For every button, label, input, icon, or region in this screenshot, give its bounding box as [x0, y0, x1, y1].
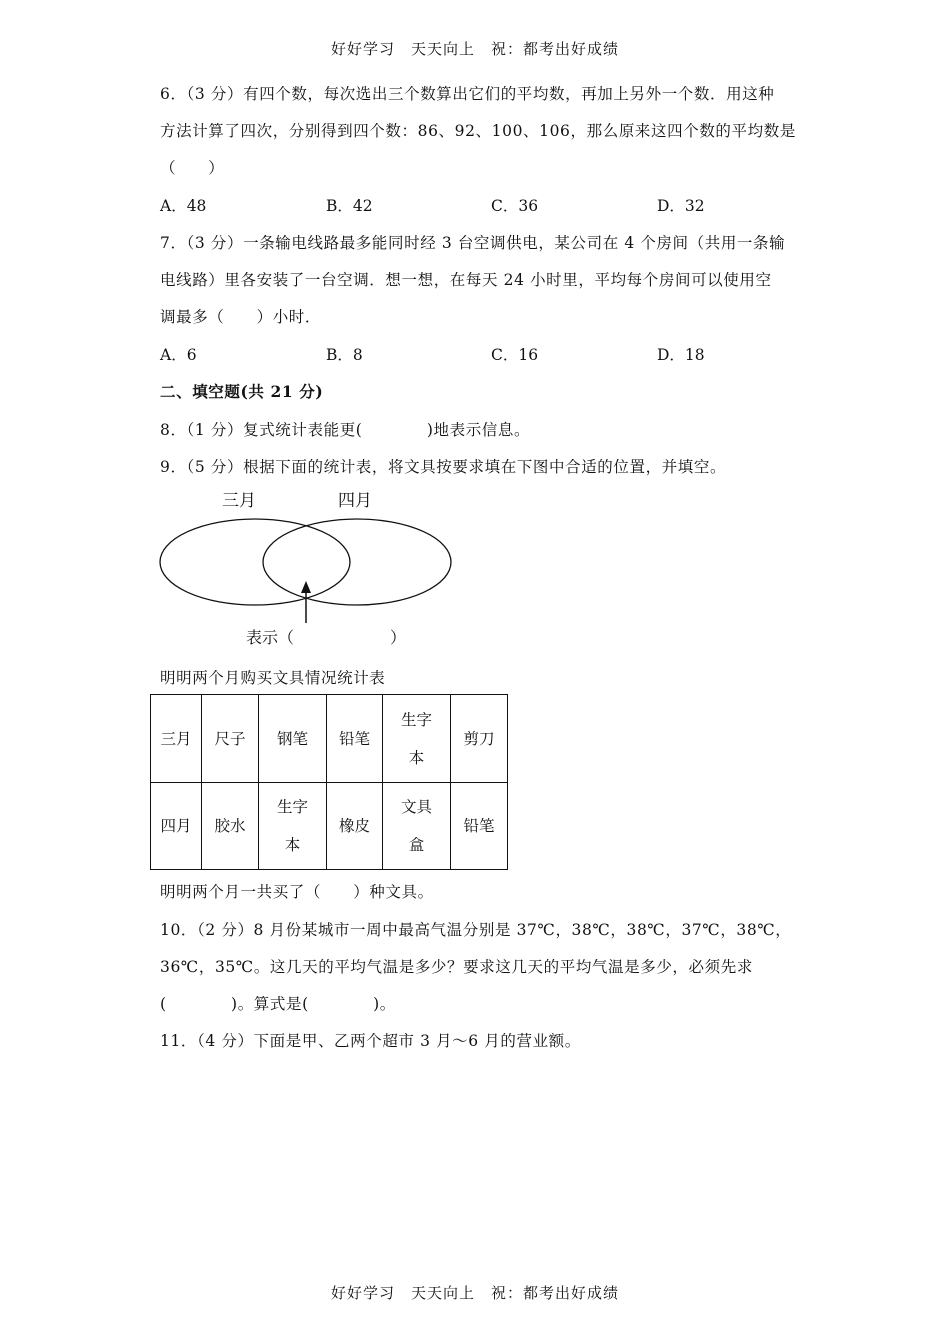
table-title: 明明两个月购买文具情况统计表 [160, 669, 386, 687]
table-cell: 钢笔 [259, 695, 327, 783]
q9-after-text: 明明两个月一共买了（ ）种文具。 [160, 883, 434, 901]
q9-text: 9．（5 分）根据下面的统计表，将文具按要求填在下图中合适的位置，并填空。 [160, 458, 727, 476]
q7-options [160, 343, 860, 365]
q7-line-3: 调最多（ ）小时． [160, 308, 322, 326]
table-cell: 四月 [151, 783, 202, 870]
table-cell: 剪刀 [451, 695, 508, 783]
table-cell: 生字 本 [383, 695, 451, 783]
table-cell: 铅笔 [327, 695, 383, 783]
table-cell: 橡皮 [327, 783, 383, 870]
venn-caption: 表示（ ） [246, 630, 407, 647]
section-title-fill-blank: 二、填空题(共 21 分) [160, 382, 324, 401]
q10-line-1: 10．（2 分）8 月份某城市一周中最高气温分别是 37℃，38℃，38℃，37℃，38℃， [160, 921, 792, 939]
table-cell: 尺子 [202, 695, 259, 783]
q6-option-a[interactable]: A．48 [160, 197, 207, 215]
table-cell: 三月 [151, 695, 202, 783]
venn-circle-april [263, 519, 451, 605]
arrow-up-icon [301, 581, 311, 593]
q10-line-2: 36℃，35℃。这几天的平均气温是多少？要求这几天的平均气温是多少，必须先求 [160, 958, 753, 976]
venn-label-april: 四月 [338, 491, 372, 510]
q8-text: 8．（1 分）复式统计表能更( )地表示信息。 [160, 421, 531, 439]
table-cell: 铅笔 [451, 783, 508, 870]
q7-option-c[interactable]: C．16 [491, 346, 539, 364]
page-footer: 好好学习 天天向上 祝：都考出好成绩 [330, 1284, 619, 1302]
table-cell: 生字 本 [259, 783, 327, 870]
table-cell: 文具 盒 [383, 783, 451, 870]
table-row [151, 695, 508, 783]
q11-text: 11．（4 分）下面是甲、乙两个超市 3 月～6 月的营业额。 [160, 1032, 581, 1050]
venn-label-march: 三月 [222, 491, 256, 510]
stationery-table [150, 694, 508, 870]
page-header: 好好学习 天天向上 祝：都考出好成绩 [330, 40, 619, 58]
q6-line-3: （ ） [160, 159, 225, 177]
q7-option-b[interactable]: B．8 [326, 346, 363, 364]
venn-diagram [150, 485, 470, 657]
q7-line-2: 电线路）里各安装了一台空调．想一想，在每天 24 小时里，平均每个房间可以使用空 [160, 271, 772, 289]
q10-line-3: ( )。算式是( )。 [160, 995, 396, 1013]
table-row [151, 783, 508, 870]
q7-line-1: 7．（3 分）一条输电线路最多能同时经 3 台空调供电，某公司在 4 个房间（共用一条输 [160, 234, 786, 252]
table-cell: 胶水 [202, 783, 259, 870]
q6-option-b[interactable]: B．42 [326, 197, 373, 215]
q7-option-a[interactable]: A．6 [160, 346, 197, 364]
q6-options [160, 194, 860, 216]
q7-option-d[interactable]: D．18 [657, 346, 705, 364]
q6-line-2: 方法计算了四次，分别得到四个数：86、92、100、106，那么原来这四个数的平均数是 [160, 122, 796, 140]
q6-option-c[interactable]: C．36 [491, 197, 539, 215]
q6-option-d[interactable]: D．32 [657, 197, 705, 215]
q6-line-1: 6．（3 分）有四个数，每次选出三个数算出它们的平均数，再加上另外一个数．用这种 [160, 85, 775, 103]
venn-circle-march [160, 519, 350, 605]
